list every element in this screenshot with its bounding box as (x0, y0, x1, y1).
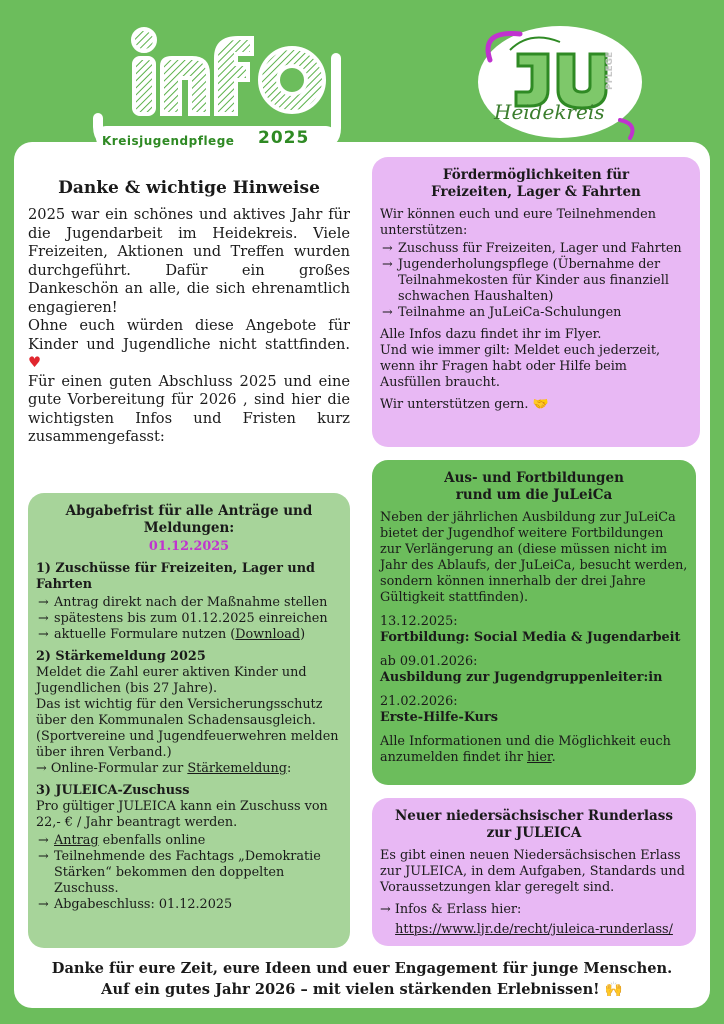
event-date: ab 09.01.2026: (380, 654, 478, 669)
ju-side-text: PFLEGE (605, 51, 615, 90)
more-text-end: . (551, 750, 556, 765)
fortbildung-text: Neben der jährlichen Ausbildung zur JuLeiCa bietet der Jugendhof weitere Fortbildungen zur Verlängerung an (diese müssen nicht im Jahr des Ablaufs, der JuLeiCa, besucht werden, sondern können innerhalb der drei Jahre Gültigkeit stattfinden). (380, 510, 688, 605)
event-name (380, 630, 688, 646)
ju-heidekreis-logo (470, 20, 645, 145)
event-name-text: Erste-Hilfe-Kurs (380, 710, 498, 725)
section-1-title (36, 561, 342, 593)
event-name (380, 710, 688, 726)
ju-logo-graphic (470, 20, 645, 145)
list-item-text: Teilnehmende des Fachtags „Demokratie Stärken“ bekommen den doppelten Zuschuss. (54, 849, 321, 896)
foerder-lead: Wir können euch und eure Teilnehmenden unterstützen: (380, 207, 656, 238)
arrow-icon: → (382, 305, 393, 320)
section-3-list (36, 833, 342, 913)
list-item-text: spätestens bis zum 01.12.2025 einreichen (54, 611, 328, 626)
fortbildung-more (380, 734, 688, 766)
foerder-flyer: Alle Infos dazu findet ihr im Flyer. (380, 327, 602, 342)
list-item (380, 305, 692, 321)
erlass-text: Es gibt einen neuen Niedersächsischen Erlass zur JULEICA, in dem Aufgaben, Standards und Voraussetzungen klar geregelt sind. (380, 848, 685, 895)
list-item-text: aktuelle Formulare nutzen ( (54, 627, 236, 642)
section-2-text-1: Meldet die Zahl eurer aktiven Kinder und Jugendlichen (bis 27 Jahre). (36, 665, 307, 696)
arrow-icon: → (382, 241, 393, 256)
list-item-text: Abgabeschluss: 01.12.2025 (54, 897, 233, 912)
event-name-text: Ausbildung zur Jugendgruppenleiter:in (380, 670, 663, 685)
intro-p2-text: Ohne euch würden diese Angebote für Kinder und Jugendliche nicht stattfinden. (28, 317, 350, 353)
arrow-icon: → (38, 627, 49, 642)
section-1-title-text: 1) Zuschüsse für Freizeiten, Lager und Fahrten (36, 561, 315, 592)
list-item-text: Zuschuss für Freizeiten, Lager und Fahrten (398, 241, 682, 256)
section-2-title-text: 2) Stärkemeldung 2025 (36, 649, 206, 664)
event-name (380, 670, 688, 686)
erlass-url-link[interactable]: https://www.ljr.de/recht/juleica-runderlass/ (395, 922, 673, 937)
arrow-icon: → (38, 611, 49, 626)
staerkemeldung-link[interactable]: Stärkemeldung (187, 761, 287, 776)
erlass-url-line (380, 922, 688, 938)
arrow-icon: → (382, 257, 393, 272)
info-logo (92, 18, 342, 153)
arrow-icon: → (38, 849, 49, 864)
foerder-card (372, 157, 700, 447)
antrag-link[interactable]: Antrag (54, 833, 99, 848)
event-date: 21.02.2026: (380, 694, 458, 709)
arrow-icon: → (36, 761, 47, 776)
list-item (36, 595, 342, 611)
list-item (36, 611, 342, 627)
intro-paragraph-3: Für einen guten Abschluss 2025 und eine gute Vorbereitung für 2026 , sind hier die wichtigsten Infos und Fristen kurz zusammengefasst: (28, 372, 350, 445)
footer-line-2: Auf ein gutes Jahr 2026 – mit vielen stärkenden Erlebnissen! 🙌 (101, 981, 623, 998)
section-2-text-3: (Sportvereine und Jugendfeuerwehren melden über ihren Verband.) (36, 729, 339, 760)
ju-logo-script: Heidekreis (494, 100, 605, 124)
fortbildung-title-line1: Aus- und Fortbildungen (444, 470, 624, 486)
arrow-icon: → (38, 595, 49, 610)
arrow-icon: → (38, 897, 49, 912)
event-name-text: Fortbildung: Social Media & Jugendarbeit (380, 630, 681, 645)
intro-paragraph-2 (28, 317, 350, 373)
fortbildung-card (372, 460, 696, 785)
erlass-title-line2: zur JULEICA (486, 825, 582, 841)
foerder-contact: Und wie immer gilt: Meldet euch jederzeit, wenn ihr Fragen habt oder Hilfe beim Ausfüllen braucht. (380, 343, 661, 390)
list-item-text: Teilnahme an JuLeiCa-Schulungen (398, 305, 622, 320)
list-item (380, 241, 692, 257)
event-item (380, 654, 688, 686)
event-date: 13.12.2025: (380, 614, 458, 629)
list-item (36, 849, 342, 897)
logo-subtitle: Kreisjugendpflege (102, 134, 235, 148)
section-2-online (36, 761, 342, 777)
section-1-list (36, 595, 342, 643)
abgabe-date: 01.12.2025 (148, 539, 230, 554)
intro-paragraph-1: 2025 war ein schönes und aktives Jahr für die Jugendarbeit im Heidekreis. Viele Freizeiten, Aktionen und Treffen wurden durchgeführt. Dafür ein großes Dankeschön an alle, die sich ehrenamtlich engagieren! (28, 206, 350, 316)
foerder-title-line2: Freizeiten, Lager & Fahrten (431, 184, 641, 200)
heart-icon: ♥ (28, 354, 42, 371)
list-item-text: Jugenderholungspflege (Übernahme der Teilnahmekosten für Kinder aus finanziell schwachen Haushalten) (398, 257, 669, 304)
list-item (380, 257, 692, 305)
list-item (36, 897, 342, 913)
arrow-icon: → (38, 833, 49, 848)
footer-line-1: Danke für eure Zeit, eure Ideen und euer Engagement für junge Menschen. (51, 960, 673, 977)
erlass-link-label-text: Infos & Erlass hier: (394, 902, 522, 917)
intro-text (28, 206, 350, 447)
fortbildung-title (380, 470, 688, 504)
fortbildung-title-line2: rund um die JuLeiCa (455, 487, 613, 503)
erlass-card (372, 798, 696, 946)
event-item (380, 614, 688, 646)
more-text: Alle Informationen und die Möglichkeit euch anzumelden findet ihr (380, 734, 671, 765)
download-link[interactable]: Download (235, 627, 301, 642)
section-2-text-2: Das ist wichtig für den Versicherungsschutz über den Kommunalen Schadensausgleich. (36, 697, 323, 728)
list-item-text: Antrag direkt nach der Maßnahme stellen (54, 595, 328, 610)
list-item-text-end: ) (300, 627, 306, 642)
foerder-support: Wir unterstützen gern. 🤝 (380, 397, 549, 412)
erlass-title (380, 808, 688, 842)
logo-year: 2025 (258, 128, 310, 148)
hier-link[interactable]: hier (527, 750, 552, 765)
erlass-link-label (380, 902, 688, 918)
event-item (380, 694, 688, 726)
online-form-text-end: : (286, 761, 292, 776)
list-item-text: ebenfalls online (98, 833, 206, 848)
online-form-text: Online-Formular zur (50, 761, 188, 776)
section-3-title-text: 3) JULEICA-Zuschuss (36, 783, 190, 798)
abgabe-card (28, 493, 350, 948)
section-3-title (36, 783, 342, 799)
section-2-title (36, 649, 342, 665)
intro-title: Danke & wichtige Hinweise (58, 178, 320, 198)
footer (28, 958, 696, 1000)
foerder-title (380, 167, 692, 201)
arrow-icon: → (380, 902, 391, 917)
foerder-list (380, 241, 692, 321)
foerder-title-line1: Fördermöglichkeiten für (442, 167, 630, 183)
list-item (36, 627, 342, 643)
section-3-text: Pro gültiger JULEICA kann ein Zuschuss von 22,- € / Jahr beantragt werden. (36, 799, 328, 830)
erlass-title-line1: Neuer niedersächsischer Runderlass (394, 808, 674, 824)
abgabe-title: Abgabefrist für alle Anträge und Meldungen: (65, 503, 313, 536)
list-item (36, 833, 342, 849)
